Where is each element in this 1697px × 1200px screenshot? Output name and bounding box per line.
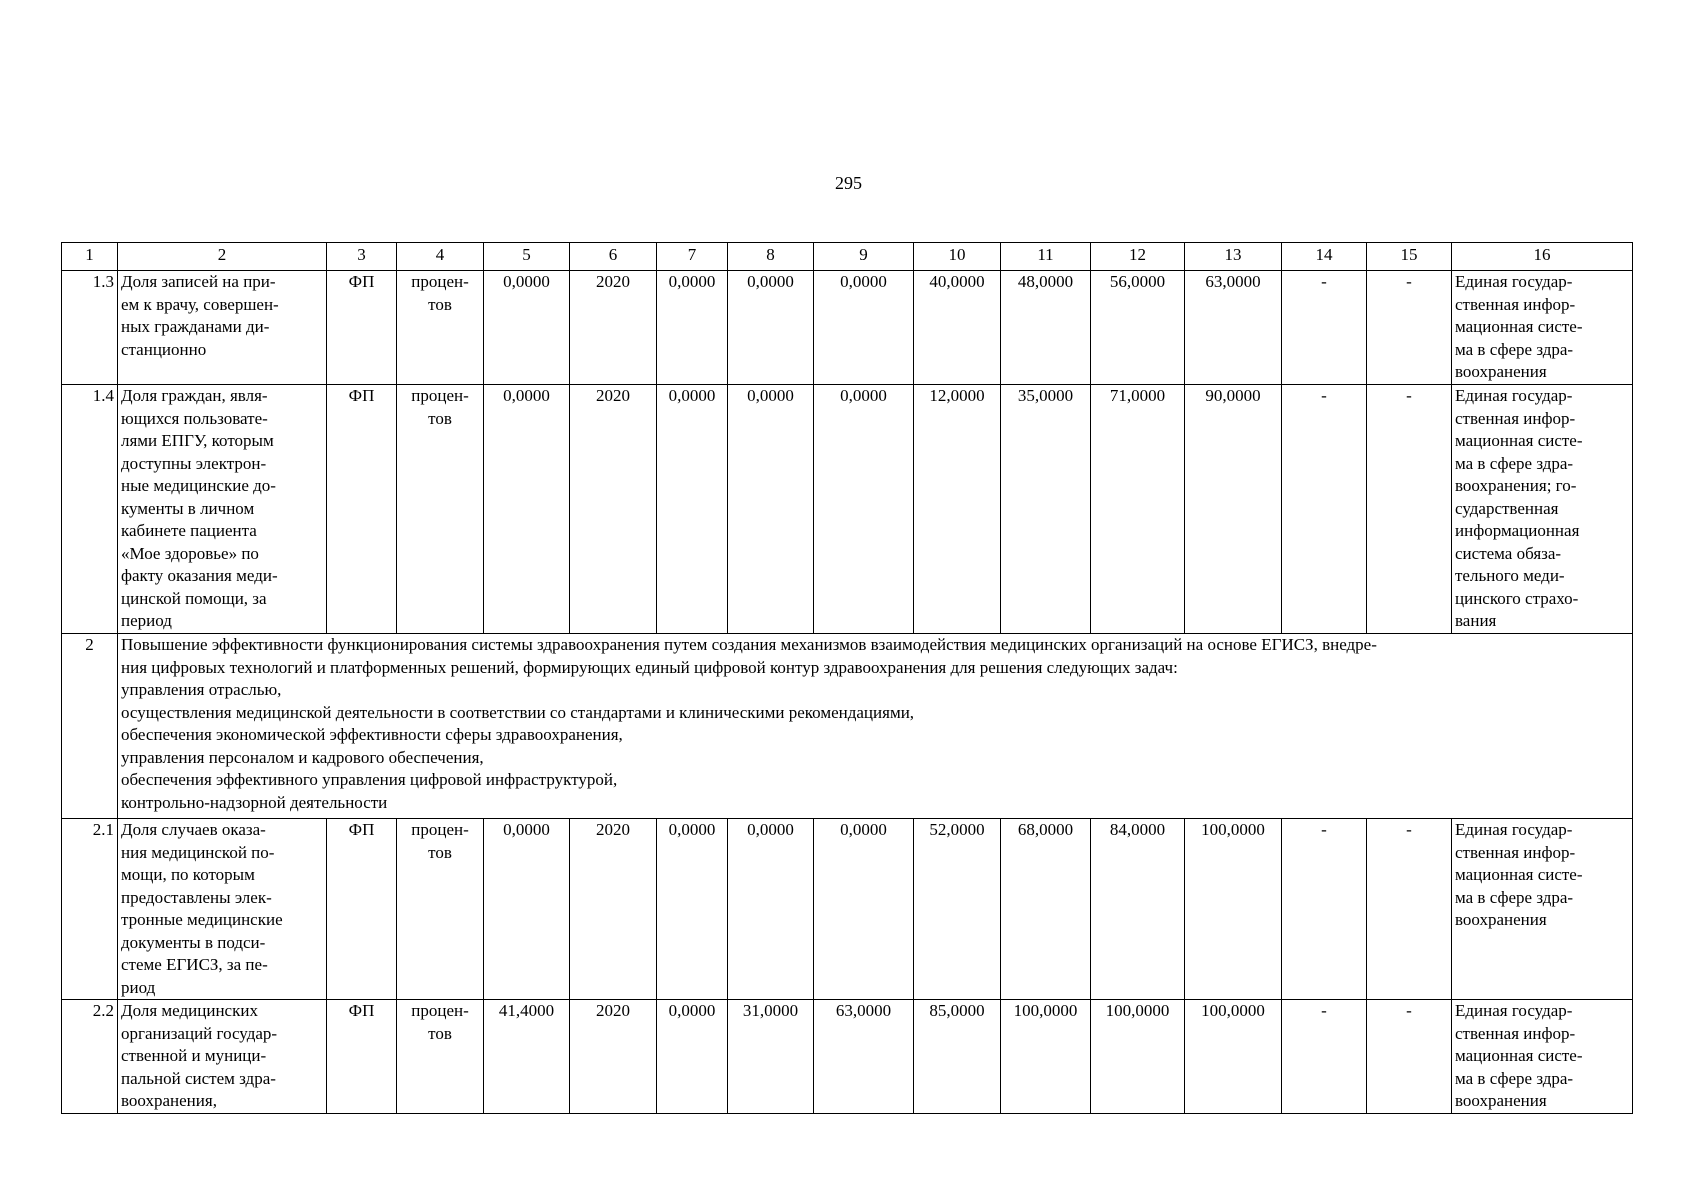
value-col-11: 48,0000 [1001,271,1091,385]
value-col-14: - [1282,385,1367,634]
value-col-15: - [1367,1000,1452,1114]
value-col-7: 0,0000 [657,1000,728,1114]
value-col-12: 56,0000 [1091,271,1185,385]
column-header: 4 [397,243,484,271]
column-header: 2 [118,243,327,271]
value-col-15: - [1367,385,1452,634]
value-col-13: 90,0000 [1185,385,1282,634]
value-col-10: 40,0000 [914,271,1001,385]
column-header: 12 [1091,243,1185,271]
base-value: 41,4000 [484,1000,570,1114]
column-header: 14 [1282,243,1367,271]
data-source: Единая государ- ственная инфор- мационная систе- ма в сфере здра- воохранения [1452,1000,1633,1114]
column-header: 8 [728,243,814,271]
base-value: 0,0000 [484,385,570,634]
row-number: 2.2 [62,1000,118,1114]
unit: процен- тов [397,819,484,1000]
value-col-9: 0,0000 [814,819,914,1000]
value-col-11: 100,0000 [1001,1000,1091,1114]
value-col-13: 63,0000 [1185,271,1282,385]
value-col-12: 84,0000 [1091,819,1185,1000]
data-source: Единая государ- ственная инфор- мационная систе- ма в сфере здра- воохранения [1452,819,1633,1000]
column-header: 13 [1185,243,1282,271]
value-col-7: 0,0000 [657,271,728,385]
value-col-14: - [1282,1000,1367,1114]
value-col-8: 31,0000 [728,1000,814,1114]
indicator-type: ФП [327,385,397,634]
base-value: 0,0000 [484,819,570,1000]
value-col-13: 100,0000 [1185,819,1282,1000]
section-row [62,634,1633,819]
base-value: 0,0000 [484,271,570,385]
column-header: 10 [914,243,1001,271]
value-col-14: - [1282,271,1367,385]
value-col-9: 0,0000 [814,385,914,634]
value-col-7: 0,0000 [657,819,728,1000]
header-row [62,243,1633,271]
column-header: 9 [814,243,914,271]
table-row [62,1000,1633,1114]
column-header: 7 [657,243,728,271]
table-row [62,819,1633,1000]
value-col-13: 100,0000 [1185,1000,1282,1114]
value-col-14: - [1282,819,1367,1000]
value-col-15: - [1367,819,1452,1000]
base-year: 2020 [570,1000,657,1114]
value-col-8: 0,0000 [728,819,814,1000]
indicator-type: ФП [327,1000,397,1114]
value-col-8: 0,0000 [728,385,814,634]
indicators-table [61,242,1633,1114]
indicator-name: Доля случаев оказа- ния медицинской по- мощи, по которым предоставлены элек- тронные медицинские документы в подси- стеме ЕГИСЗ, за пе- риод [118,819,327,1000]
value-col-12: 71,0000 [1091,385,1185,634]
indicator-type: ФП [327,819,397,1000]
value-col-11: 68,0000 [1001,819,1091,1000]
row-number: 1.3 [62,271,118,385]
value-col-15: - [1367,271,1452,385]
page-number: 295 [835,173,862,193]
value-col-10: 85,0000 [914,1000,1001,1114]
indicator-name: Доля граждан, явля- ющихся пользовате- лями ЕПГУ, которым доступны электрон- ные медицинские до- кументы в личном кабинете пациента «Мое здоровье» по факту оказания меди- цинской помощи, за период [118,385,327,634]
data-source: Единая государ- ственная инфор- мационная систе- ма в сфере здра- воохранения; го- сударственная информационная система обяза- тельного меди- цинского страхо- вания [1452,385,1633,634]
column-header: 6 [570,243,657,271]
data-source: Единая государ- ственная инфор- мационная систе- ма в сфере здра- воохранения [1452,271,1633,385]
value-col-12: 100,0000 [1091,1000,1185,1114]
value-col-9: 63,0000 [814,1000,914,1114]
column-header: 5 [484,243,570,271]
column-header: 11 [1001,243,1091,271]
column-header: 16 [1452,243,1633,271]
indicator-name: Доля записей на при- ем к врачу, совершен- ных гражданами ди- станционно [118,271,327,385]
column-header: 1 [62,243,118,271]
value-col-11: 35,0000 [1001,385,1091,634]
value-col-7: 0,0000 [657,385,728,634]
value-col-10: 52,0000 [914,819,1001,1000]
section-description: Повышение эффективности функционирования системы здравоохранения путем создания механизмов взаимодействия медицинских организаций на основе ЕГИСЗ, внедре- ния цифровых технологий и платформенных решений, формирующих единый цифровой контур здравоохранения для решения следующих задач: управления отраслью, осуществления медицинской деятельности в соответствии со стандартами и клиническими рекомендациями, обеспечения экономической эффективности сферы здравоохранения, управления персоналом и кадрового обеспечения, обеспечения эффективного управления цифровой инфраструктурой, контрольно-надзорной деятельности [118,634,1633,819]
table-row [62,271,1633,385]
column-header: 3 [327,243,397,271]
row-number: 1.4 [62,385,118,634]
value-col-10: 12,0000 [914,385,1001,634]
indicator-name: Доля медицинских организаций государ- ственной и муници- пальной систем здра- воохранения, [118,1000,327,1114]
value-col-9: 0,0000 [814,271,914,385]
base-year: 2020 [570,385,657,634]
indicator-type: ФП [327,271,397,385]
row-number: 2.1 [62,819,118,1000]
base-year: 2020 [570,819,657,1000]
unit: процен- тов [397,271,484,385]
unit: процен- тов [397,1000,484,1114]
value-col-8: 0,0000 [728,271,814,385]
base-year: 2020 [570,271,657,385]
column-header: 15 [1367,243,1452,271]
unit: процен- тов [397,385,484,634]
section-number: 2 [62,634,118,819]
table-row [62,385,1633,634]
